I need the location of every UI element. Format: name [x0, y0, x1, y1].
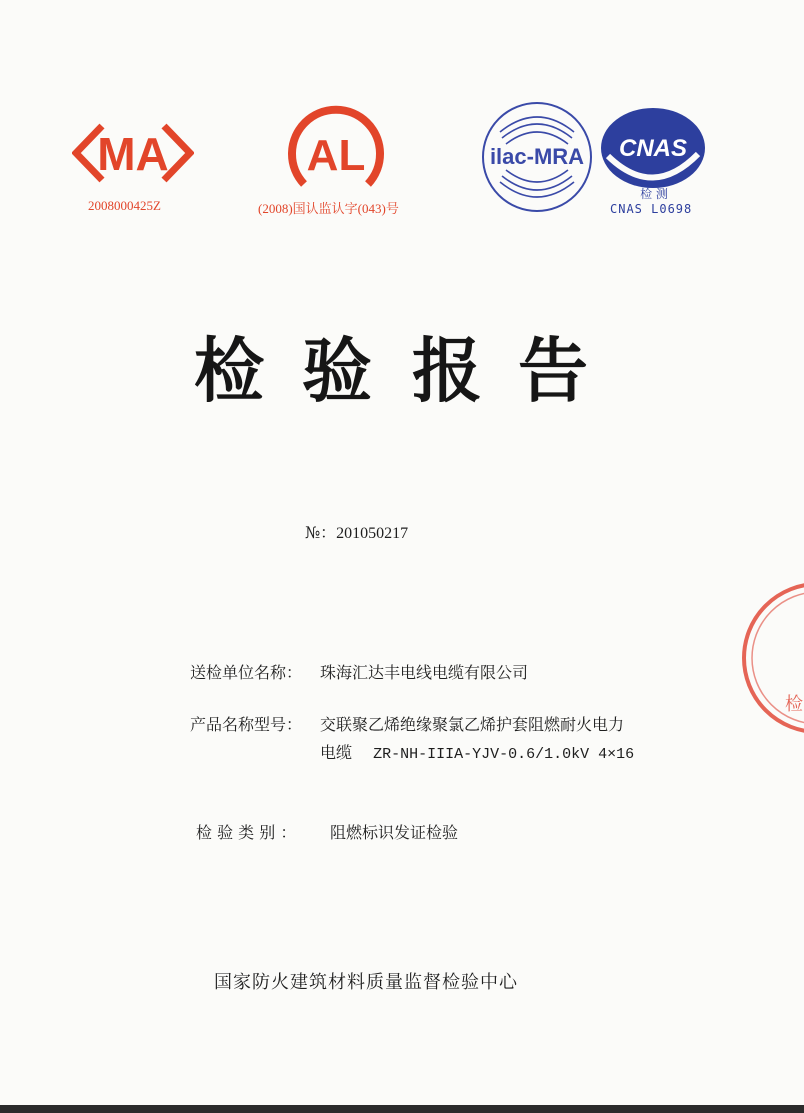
issuer-name: 国家防火建筑材料质量监督检验中心: [214, 972, 518, 993]
cnas-logo: [598, 104, 708, 200]
cnas-logo-text: CNAS: [618, 135, 688, 162]
client-value: 珠海汇达丰电线电缆有限公司: [320, 663, 529, 682]
cal-code: (2008)国认监认字(043)号: [258, 201, 399, 216]
cnas-code: CNAS L0698: [610, 202, 693, 216]
test-type-label: 检 验 类 别 ：: [196, 823, 297, 842]
product-model: ZR-NH-IIIA-YJV-0.6/1.0kV 4×16: [373, 746, 635, 763]
report-title-char-4: 告: [518, 330, 588, 412]
ilac-mra-text: ilac-MRA: [489, 144, 585, 169]
product-line2-cn: 电缆: [320, 743, 353, 762]
cal-logo: [284, 104, 388, 194]
scan-bottom-edge: [0, 1105, 804, 1113]
product-value-line1: 交联聚乙烯绝缘聚氯乙烯护套阻燃耐火电力: [320, 715, 625, 734]
report-title-char-1: 检: [194, 330, 264, 412]
product-value-line2: [320, 740, 634, 763]
product-label: 产品名称型号：: [190, 715, 303, 734]
ilac-mra-logo: [478, 98, 596, 216]
cma-code: 2008000425Z: [88, 198, 161, 213]
cal-logo-text: AL: [306, 131, 366, 180]
report-number-value: 201050217: [336, 525, 409, 542]
test-type-value: 阻燃标识发证检验: [330, 823, 459, 842]
official-seal: [738, 578, 804, 738]
cnas-sub-text: 检 测: [640, 187, 668, 200]
report-number-label: №：: [305, 523, 337, 542]
seal-text: 检: [785, 694, 803, 715]
report-number: [305, 520, 408, 543]
cma-logo: [72, 118, 194, 188]
report-title-char-3: 报: [412, 330, 482, 412]
client-label: 送检单位名称：: [190, 663, 303, 682]
report-title-char-2: 验: [302, 330, 372, 412]
cma-logo-text: MA: [97, 128, 169, 180]
